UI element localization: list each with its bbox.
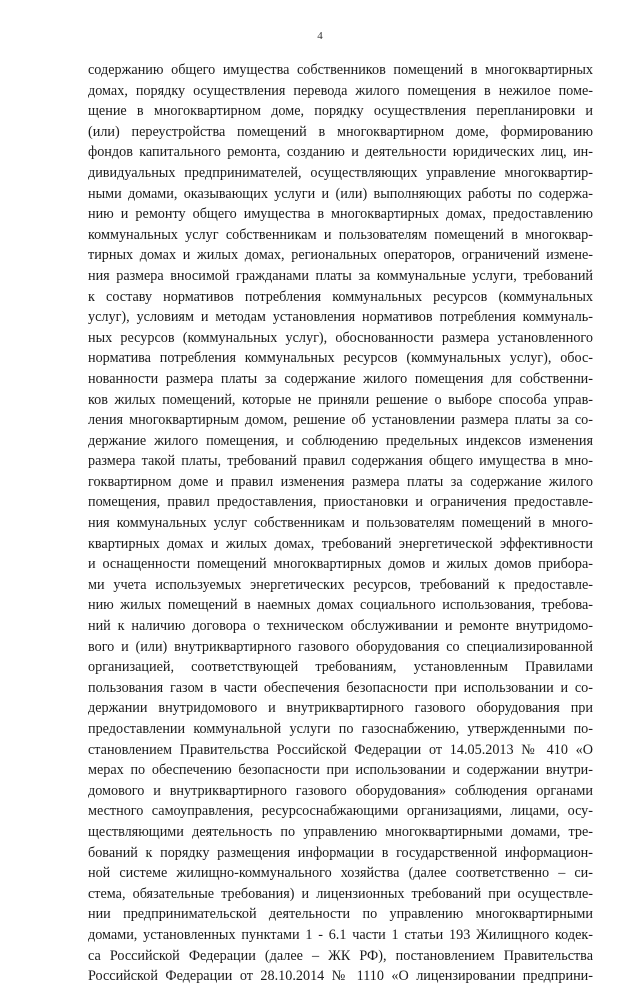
text-line: щение в многоквартирном доме, порядку осуществления перепланировки и: [88, 103, 593, 120]
text-line: ков жилых помещений, которые не приняли решение о выборе способа управ-: [88, 391, 593, 408]
text-line: мерах по обеспечению безопасности при использовании и содержании внутри-: [88, 762, 593, 779]
text-line: содержанию общего имущества собственников помещений в многоквартирных: [88, 62, 593, 78]
text-line: фондов капитального ремонта, созданию и деятельности юридических лиц, ин-: [88, 144, 593, 161]
text-line: нию жилых помещений в наемных домах социального использования, требова-: [88, 597, 593, 614]
text-line: домах, порядку осуществления перевода жилого помещения в нежилое поме-: [88, 82, 593, 99]
text-line: услуг), условиям и методам установления нормативов потребления коммуналь-: [88, 309, 593, 326]
text-line: ления многоквартирным домом, решение об установлении размера платы за со-: [88, 412, 593, 429]
text-line: квартирных домах и жилых домах, требований энергетической эффективности: [88, 535, 593, 552]
text-line: ний к наличию договора о техническом обслуживании и ремонте внутридомо-: [88, 618, 593, 635]
text-line: пользования газом в части обеспечения безопасности при использовании и со-: [88, 679, 593, 696]
text-line: и оснащенности помещений многоквартирных домов и жилых домов прибора-: [88, 556, 593, 573]
text-line: домового и внутриквартирного газового оборудования» соблюдения органами: [88, 782, 593, 799]
text-line: дивидуальных предпринимателей, осуществляющих управление многоквартир-: [88, 164, 593, 181]
text-line: держании внутридомового и внутриквартирного газового оборудования при: [88, 700, 593, 717]
text-line: ществляющими деятельность по управлению многоквартирными домами, тре-: [88, 823, 593, 840]
text-line: к составу нормативов потребления коммунальных ресурсов (коммунальных: [88, 288, 593, 305]
text-line: са Российской Федерации (далее – ЖК РФ), постановлением Правительства: [88, 947, 593, 964]
text-line: тирных домах и жилых домах, региональных операторов, ограничений измене-: [88, 247, 593, 264]
text-line: ния размера вносимой гражданами платы за коммунальные услуги, требований: [88, 267, 593, 284]
text-line: стема, обязательные требования) и лицензионных требований при осуществле-: [88, 885, 593, 902]
text-line: норматива потребления коммунальных ресурсов (коммунальных услуг), обос-: [88, 350, 593, 367]
text-line: предоставлении коммунальной услуги по газоснабжению, утвержденными по-: [88, 721, 593, 737]
text-line: помещения, правил предоставления, приостановки и ограничения предоставле-: [88, 494, 593, 511]
text-line: ми учета используемых энергетических ресурсов, требований к предоставле-: [88, 576, 593, 593]
text-line: ния коммунальных услуг собственникам и пользователям помещений в много-: [88, 515, 593, 532]
text-line: держание жилого помещения, и соблюдению предельных индексов изменения: [88, 432, 593, 449]
text-line: коммунальных услуг собственникам и пользователям помещений в многоквар-: [88, 226, 593, 243]
text-line: нию и ремонту общего имущества в многоквартирных домах, предоставлению: [88, 206, 593, 223]
text-line: организацией, соответствующей требованиям, установленным Правилами: [88, 659, 593, 676]
body-text: [88, 60, 593, 987]
text-line: размера такой платы, требований правил содержания общего имущества в мно-: [88, 453, 593, 470]
text-line: вого и (или) внутриквартирного газового оборудования со специализированной: [88, 638, 593, 655]
text-line: домами, установленных пунктами 1 - 6.1 части 1 статьи 193 Жилищного кодек-: [88, 926, 593, 943]
text-line: ных ресурсов (коммунальных услуг), обоснованности размера установленного: [88, 329, 593, 346]
text-line: нии предпринимательской деятельности по управлению многоквартирными: [88, 906, 593, 923]
text-line: гоквартирном доме и правил изменения размера платы за содержание жилого: [88, 473, 593, 490]
page-number: 4: [317, 30, 323, 42]
text-line: бований к порядку размещения информации в государственной информацион-: [88, 844, 593, 861]
text-line: (или) переустройства помещений в многоквартирном доме, формированию: [88, 123, 593, 140]
text-line: ной системе жилищно-коммунального хозяйства (далее соответственно – си-: [88, 865, 593, 882]
text-line: ными домами, оказывающих услуги и (или) выполняющих работы по содержа-: [88, 185, 593, 202]
text-line: Российской Федерации от 28.10.2014 № 1110 «О лицензировании предприни-: [88, 968, 593, 985]
text-line: местного самоуправления, ресурсоснабжающими организациями, лицами, осу-: [88, 803, 593, 820]
text-line: нованности размера платы за содержание жилого помещения для собственни-: [88, 370, 593, 387]
text-line: становлением Правительства Российской Федерации от 14.05.2013 № 410 «О: [88, 741, 593, 758]
